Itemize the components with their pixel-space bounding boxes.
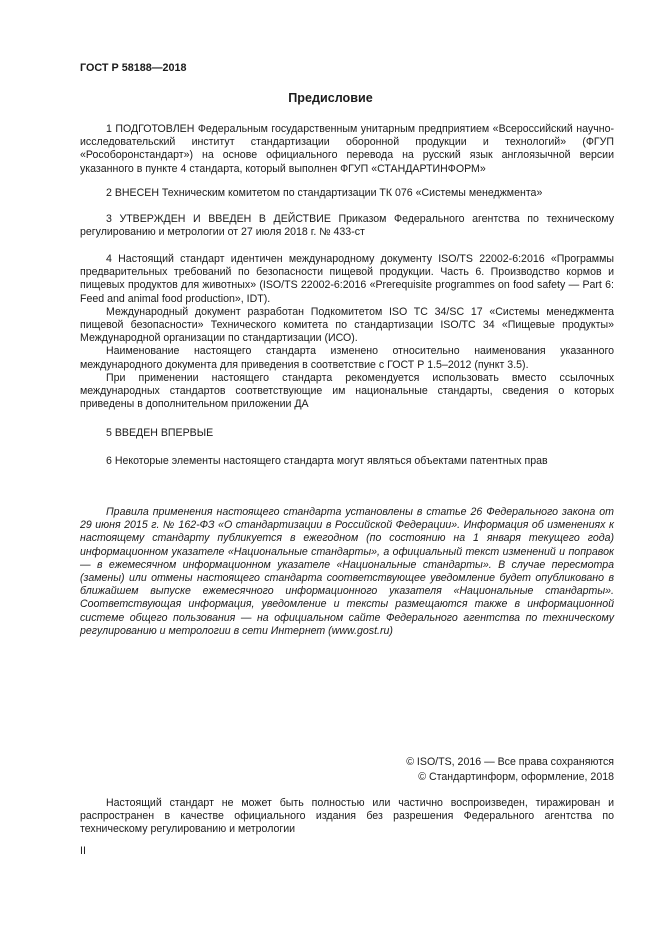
application-rules-notice <box>80 506 614 638</box>
paragraph: Настоящий стандарт не может быть полностью или частично воспроизведен, тиражирован и распространен в качестве официального издания без разрешения Федерального агентства по техническому регулированию и метрологии <box>80 797 614 836</box>
item-5 <box>80 427 614 440</box>
item-1 <box>80 123 614 176</box>
item-4 <box>80 253 614 411</box>
item-3 <box>80 213 614 239</box>
copyright-line: © Стандартинформ, оформление, 2018 <box>418 770 614 783</box>
reproduction-notice <box>80 797 614 837</box>
paragraph: 3 УТВЕРЖДЕН И ВВЕДЕН В ДЕЙСТВИЕ Приказом Федерального агентства по техническому регулированию и метрологии от 27 июля 2018 г. № 433-ст <box>80 213 614 239</box>
paragraph: Международный документ разработан Подкомитетом ISO TC 34/SC 17 «Системы менеджмента пищевой безопасности» Технического комитета по стандартизации ISO/TC 34 «Пищевые продукты» Международной организации по стандартизации (ИСО). <box>80 305 614 345</box>
copyright-line: © ISO/TS, 2016 — Все права сохраняются <box>406 756 614 768</box>
page-number: II <box>80 845 86 857</box>
copyright-block <box>406 755 614 784</box>
standard-header: ГОСТ Р 58188—2018 <box>80 62 187 74</box>
paragraph: Наименование настоящего стандарта изменено относительно наименования указанного международного документа для приведения в соответствие с ГОСТ Р 1.5–2012 (пункт 3.5). <box>80 345 614 371</box>
item-2 <box>80 187 614 200</box>
paragraph: При применении настоящего стандарта рекомендуется использовать вместо ссылочных международных стандартов соответствующие им национальные стандарты, сведения о которых приведены в дополнительном приложении ДА <box>80 371 614 411</box>
paragraph: Правила применения настоящего стандарта установлены в статье 26 Федерального закона от 29 июня 2015 г. № 162-ФЗ «О стандартизации в Российской Федерации». Информация об изменениях к настоящему стандарту публикуется в ежегодном (по состоянию на 1 января текущего года) информационном указателе «Национальные стандарты», а официальный текст изменений и поправок — в ежемесячном информационном указателе «Национальные стандарты». В случае пересмотра (замены) или отмены настоящего стандарта соответствующее уведомление будет опубликовано в ближайшем выпуске ежемесячного информационного указателя «Национальные стандарты». Соответствующая информация, уведомление и тексты размещаются также в информационной системе общего пользования — на официальном сайте Федерального агентства по техническому регулированию и метрологии в сети Интернет (www.gost.ru) <box>80 506 614 637</box>
paragraph: 2 ВНЕСЕН Техническим комитетом по стандартизации ТК 076 «Системы менеджмента» <box>106 187 543 199</box>
item-6 <box>80 455 614 468</box>
paragraph: 6 Некоторые элементы настоящего стандарта могут являться объектами патентных прав <box>106 455 548 467</box>
section-title: Предисловие <box>288 91 373 105</box>
paragraph: 4 Настоящий стандарт идентичен международному документу ISO/TS 22002-6:2016 «Программы предварительных требований по безопасности пищевой продукции. Часть 6. Производство кормов и пищевых продуктов для животных» (ISO/TS 22002-6:2016 «Prerequisite programmes on food safety — Part 6: Feed and animal food production», IDT). <box>80 253 614 305</box>
paragraph: 1 ПОДГОТОВЛЕН Федеральным государственным унитарным предприятием «Всероссийский научно-исследовательский институт стандартизации оборонной продукции и технологий» (ФГУП «Рособоронстандарт») на основе официального перевода на русский язык англоязычной версии указанного в пункте 4 стандарта, который выполнен ФГУП «СТАНДАРТИНФОРМ» <box>80 123 614 175</box>
paragraph: 5 ВВЕДЕН ВПЕРВЫЕ <box>106 427 214 439</box>
